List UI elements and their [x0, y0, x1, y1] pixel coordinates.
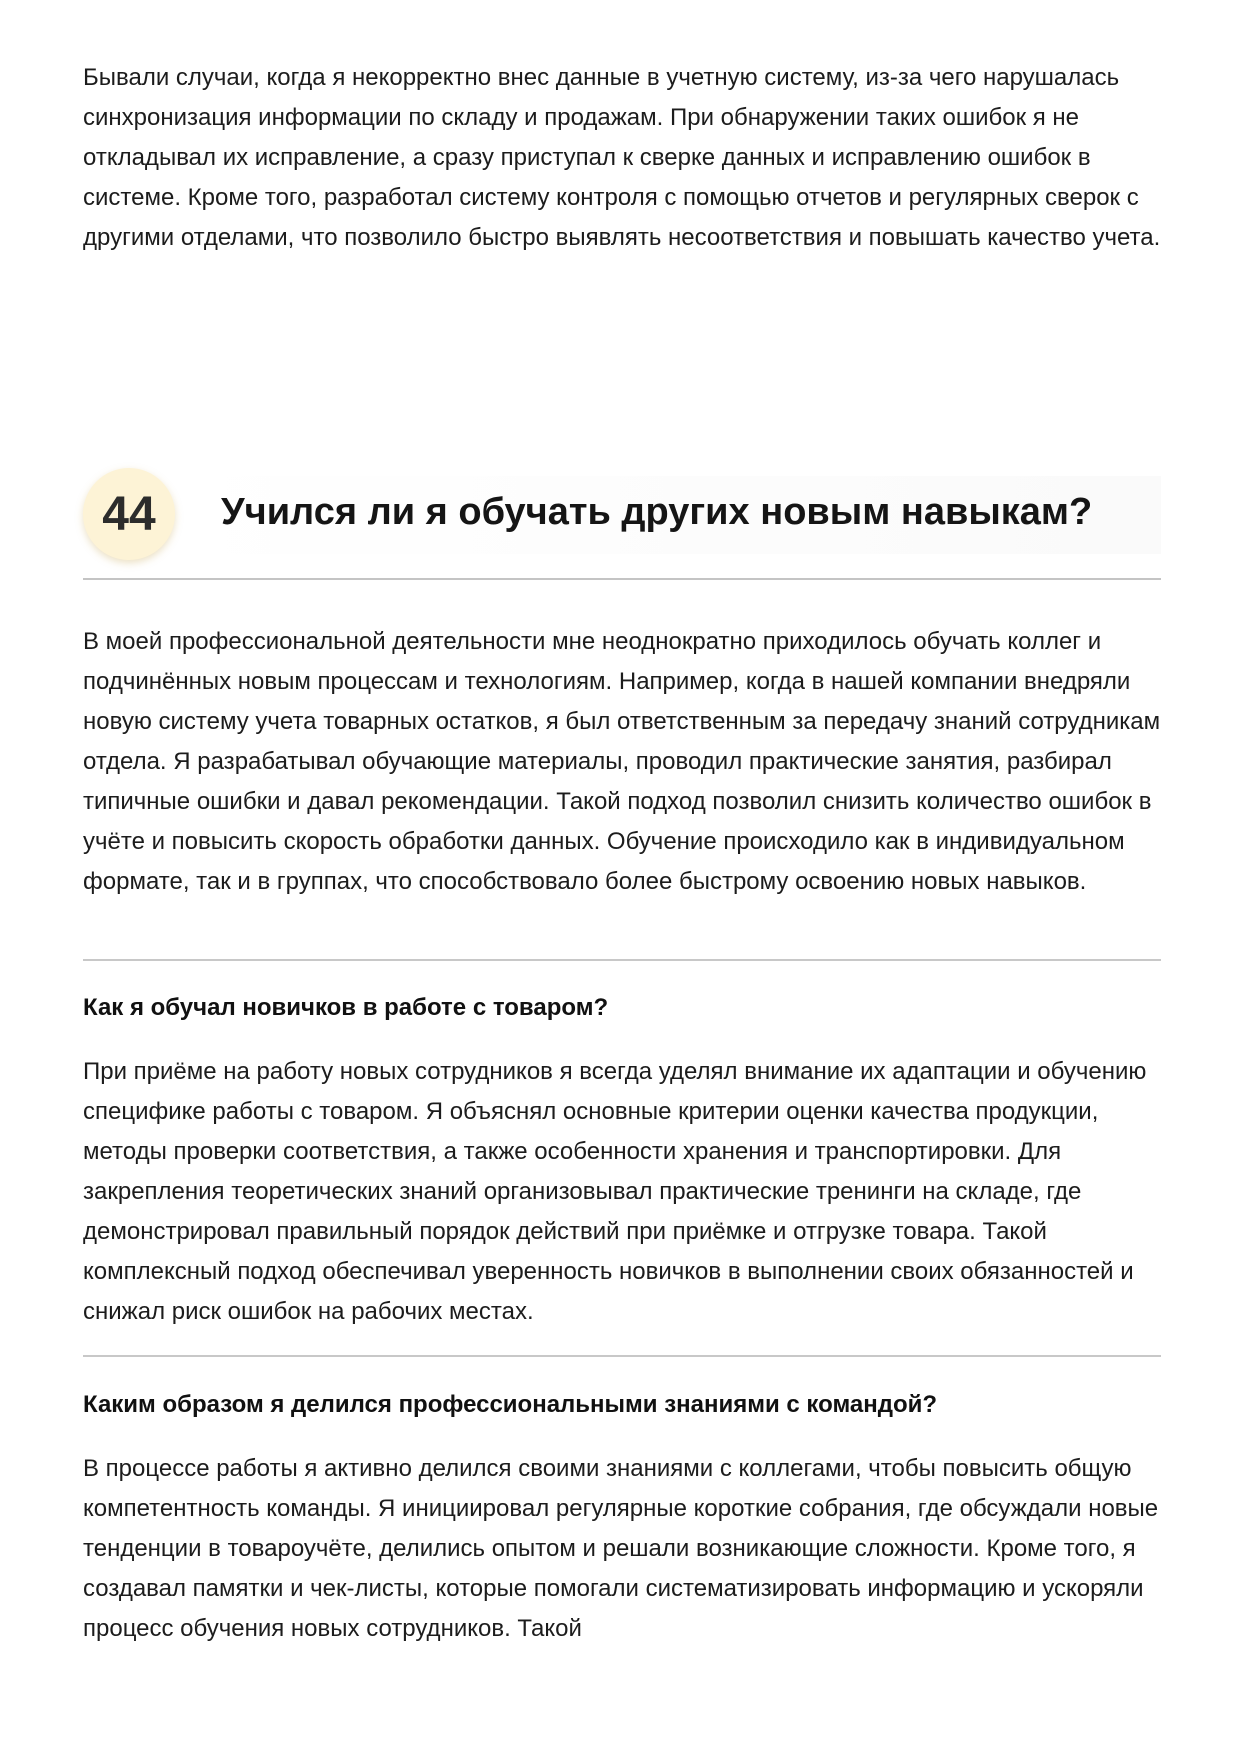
subsection-body-1: [83, 1052, 1161, 1332]
intro-paragraph: Бывали случаи, когда я некорректно внес данные в учетную систему, из-за чего нарушалась синхронизация информации по складу и продажам. При обнаружении таких ошибок я не откладывал их исправление, а сразу приступал к сверке данных и исправлению ошибок в системе. Кроме того, разработал систему контроля с помощью отчетов и регулярных сверок с другими отделами, что позволило быстро выявлять несоответствия и повышать качество учета.: [83, 64, 1161, 251]
subsection-heading-1: Как я обучал новичков в работе с товаром?: [83, 994, 609, 1021]
subsection-body-2: [83, 1449, 1161, 1649]
divider: [83, 959, 1161, 961]
section-paragraph: В моей профессиональной деятельности мне неоднократно приходилось обучать коллег и подчинённых новым процессам и технологиям. Например, когда в нашей компании внедряли новую систему учета товарных остатков, я был ответственным за передачу знаний сотрудникам отдела. Я разрабатывал обучающие материалы, проводил практические занятия, разбирал типичные ошибки и давал рекомендации. Такой подход позволил снизить количество ошибок в учёте и повысить скорость обработки данных. Обучение происходило как в индивидуальном формате, так и в группах, что способствовало более быстрому освоению новых навыков.: [83, 628, 1161, 895]
section-header: [83, 468, 1161, 580]
section-title: Учился ли я обучать других новым навыкам?: [221, 491, 1093, 533]
section-header-divider: [83, 578, 1161, 580]
subsection-paragraph-1: При приёме на работу новых сотрудников я всегда уделял внимание их адаптации и обучению специфике работы с товаром. Я объяснял основные критерии оценки качества продукции, методы проверки соответствия, а также особенности хранения и транспортировки. Для закрепления теоретических знаний организовывал практические тренинги на складе, где демонстрировал правильный порядок действий при приёмке и отгрузке товара. Такой комплексный подход обеспечивал уверенность новичков в выполнении своих обязанностей и снижал риск ошибок на рабочих местах.: [83, 1058, 1147, 1325]
intro-block: [83, 58, 1161, 258]
section-number-badge: 44: [83, 468, 175, 560]
divider: [83, 1355, 1161, 1357]
subsection-heading-2: Каким образом я делился профессиональными знаниями с командой?: [83, 1391, 938, 1418]
subsection-paragraph-2: В процессе работы я активно делился своими знаниями с коллегами, чтобы повысить общую компетентность команды. Я инициировал регулярные короткие собрания, где обсуждали новые тенденции в товароучёте, делились опытом и решали возникающие сложности. Кроме того, я создавал памятки и чек-листы, которые помогали систематизировать информацию и ускоряли процесс обучения новых сотрудников. Такой: [83, 1455, 1159, 1642]
section-body: [83, 622, 1161, 902]
